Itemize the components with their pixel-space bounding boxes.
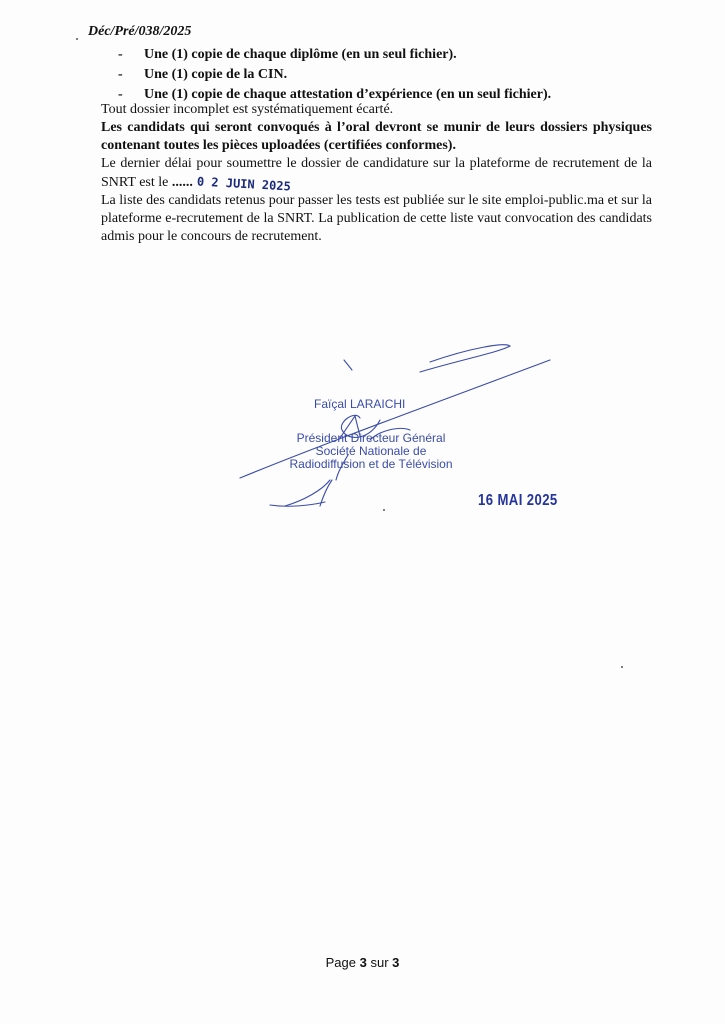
publication-paragraph: La liste des candidats retenus pour passer les tests est publiée sur le site emploi-public.ma et sur la plateforme e-recrutement de la SNRT. La publication de cette liste vaut convocation des candidats admis pour le concours de recrutement. xyxy=(101,193,652,244)
oral-notice: Les candidats qui seront convoqués à l’oral devront se munir de leurs dossiers physiques contenant toutes les pièces uploadées (certifiées conformes). xyxy=(101,120,652,153)
bullet-dash: - xyxy=(118,47,123,62)
bullet-dash: - xyxy=(118,87,123,102)
signatory-title-line: Président Directeur Général xyxy=(296,431,446,445)
signatory-title xyxy=(276,432,466,471)
deadline-paragraph xyxy=(101,155,652,192)
document-reference: Déc/Pré/038/2025 xyxy=(88,24,192,39)
page-total: 3 xyxy=(392,955,400,970)
incomplete-notice: Tout dossier incomplet est systématiquement écarté. xyxy=(101,102,394,117)
page-word: Page xyxy=(325,955,356,970)
required-documents-list xyxy=(118,45,551,105)
list-item-text: Une (1) copie de chaque diplôme (en un seul fichier). xyxy=(144,47,457,62)
scan-speck xyxy=(76,38,78,40)
page-current: 3 xyxy=(359,955,367,970)
bullet-dash: - xyxy=(118,67,123,82)
list-item xyxy=(118,65,551,85)
list-item xyxy=(118,45,551,65)
body-text xyxy=(101,101,652,246)
scan-speck xyxy=(621,666,623,668)
list-item-text: Une (1) copie de chaque attestation d’expérience (en un seul fichier). xyxy=(144,87,552,102)
list-item-text: Une (1) copie de la CIN. xyxy=(144,67,288,82)
deadline-text: Le dernier délai pour soumettre le dossier de candidature sur la plateforme de recrutement de la SNRT est le xyxy=(101,156,652,190)
date-stamp: 16 MAI 2025 xyxy=(478,492,558,509)
deadline-dots: ...... xyxy=(171,175,193,190)
page-of-word: sur xyxy=(370,955,389,970)
signatory-title-line: Société Nationale de xyxy=(315,444,427,458)
page-footer xyxy=(0,955,725,970)
deadline-date-stamp: 0 2 JUIN 2025 xyxy=(196,174,291,194)
signatory-name: Faïçal LARAICHI xyxy=(314,397,406,411)
signatory-title-line: Radiodiffusion et de Télévision xyxy=(289,457,453,471)
